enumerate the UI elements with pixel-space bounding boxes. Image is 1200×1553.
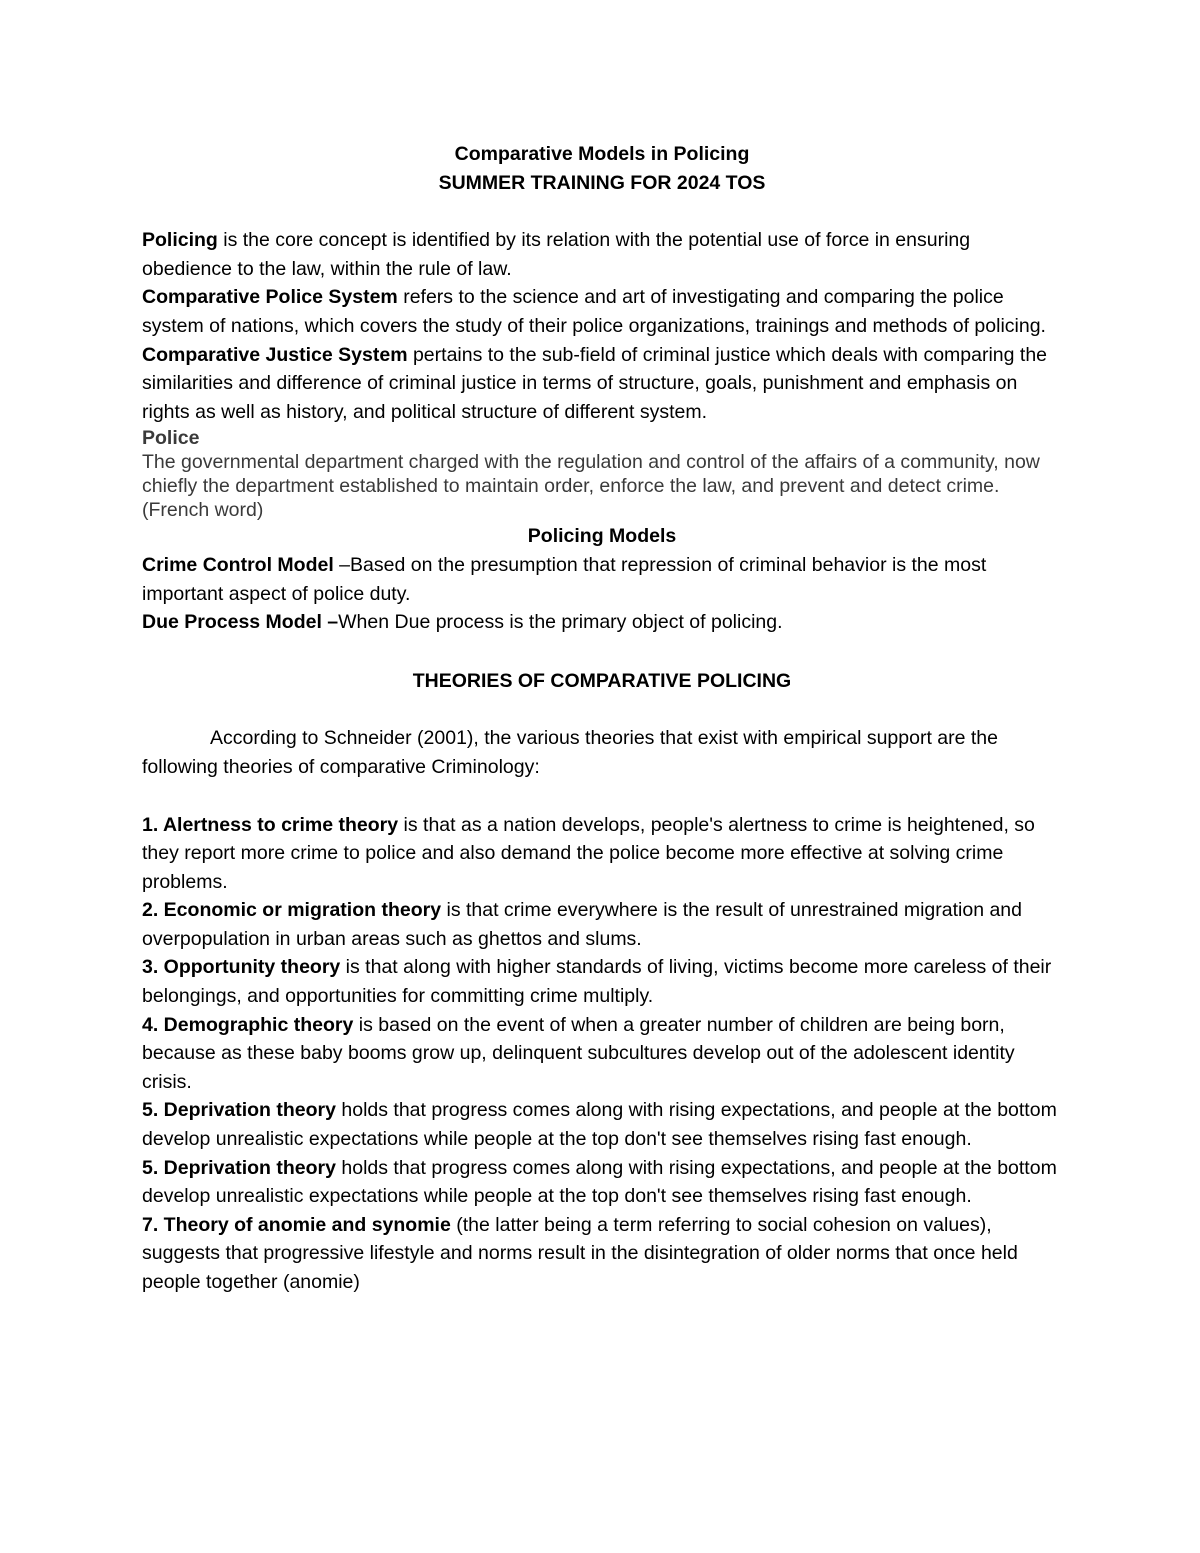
definition-text: is the core concept is identified by its relation with the potential use of force in ensuring obedience to the law, within the rule of law. [142, 229, 971, 280]
definition-term: Policing [142, 229, 218, 252]
theory-term: 5. Deprivation theory [142, 1099, 336, 1122]
definition-comparative-police-system [142, 283, 1062, 340]
theory-text: is that crime everywhere is the result of unrestrained migration and overpopulation in urban areas such as ghettos and slums. [142, 899, 1022, 950]
document-page [142, 140, 1062, 1297]
police-heading: Police [142, 427, 200, 450]
theory-text: is based on the event of when a greater number of children are being born, because as these baby booms grow up, delinquent subcultures develop out of the adolescent identity crisis. [142, 1013, 1015, 1093]
theory-item [142, 811, 1062, 897]
definition-policing [142, 226, 1062, 283]
theory-term: 3. Opportunity theory [142, 956, 341, 979]
definition-term: Comparative Police System [142, 286, 398, 309]
theory-term: 5. Deprivation theory [142, 1156, 336, 1179]
theory-item [142, 953, 1062, 1010]
theory-item [142, 1211, 1062, 1297]
theory-term: 1. Alertness to crime theory [142, 813, 399, 836]
theory-text: (the latter being a term referring to social cohesion on values), suggests that progressive lifestyle and norms result in the disintegration of older norms that once held people together (anomie) [142, 1213, 1018, 1293]
theory-text: is that along with higher standards of living, victims become more careless of their belongings, and opportunities for committing crime multiply. [142, 956, 1052, 1008]
document-subtitle: SUMMER TRAINING FOR 2024 TOS [438, 171, 766, 194]
theory-text: holds that progress comes along with rising expectations, and people at the bottom develop unrealistic expectations while people at the top don't see themselves rising fast enough. [142, 1099, 1057, 1151]
theory-item [142, 1154, 1062, 1211]
model-term: Crime Control Model [142, 553, 334, 576]
theories-intro: According to Schneider (2001), the various theories that exist with empirical support are the following theories of comparative Criminology: [142, 727, 998, 778]
police-definition-block [142, 426, 1062, 522]
theory-term: 4. Demographic theory [142, 1013, 354, 1036]
theory-item [142, 1096, 1062, 1153]
police-definition-text: The governmental department charged with the regulation and control of the affairs of a community, now chiefly the department established to maintain order, enforce the law, and prevent and detect crime. (French word) [142, 451, 1040, 522]
definition-text: pertains to the sub-field of criminal justice which deals with comparing the similarities and difference of criminal justice in terms of structure, goals, punishment and emphasis on rights as well as history, and political structure of different system. [142, 343, 1048, 423]
theory-item [142, 1011, 1062, 1097]
policing-models-heading: Policing Models [527, 525, 677, 548]
model-text: When Due process is the primary object of policing. [338, 611, 783, 634]
theory-item [142, 896, 1062, 953]
theory-text: holds that progress comes along with rising expectations, and people at the bottom develop unrealistic expectations while people at the top don't see themselves rising fast enough. [142, 1156, 1057, 1208]
theory-text: is that as a nation develops, people's alertness to crime is heightened, so they report more crime to police and also demand the police become more effective at solving crime problems. [142, 813, 1035, 893]
policing-model-crime-control [142, 551, 1062, 608]
theory-term: 2. Economic or migration theory [142, 899, 442, 922]
document-title: Comparative Models in Policing [454, 143, 750, 165]
theories-heading: THEORIES OF COMPARATIVE POLICING [412, 669, 792, 692]
model-text: –Based on the presumption that repression of criminal behavior is the most important aspect of police duty. [142, 553, 987, 605]
definition-term: Comparative Justice System [142, 343, 408, 366]
model-term: Due Process Model – [142, 611, 339, 634]
theory-term: 7. Theory of anomie and synomie [142, 1213, 451, 1236]
definition-text: refers to the science and art of investigating and comparing the police system of nations, which covers the study of their police organizations, trainings and methods of policing. [142, 286, 1046, 337]
definition-comparative-justice-system [142, 341, 1062, 427]
policing-model-due-process [142, 608, 1062, 637]
